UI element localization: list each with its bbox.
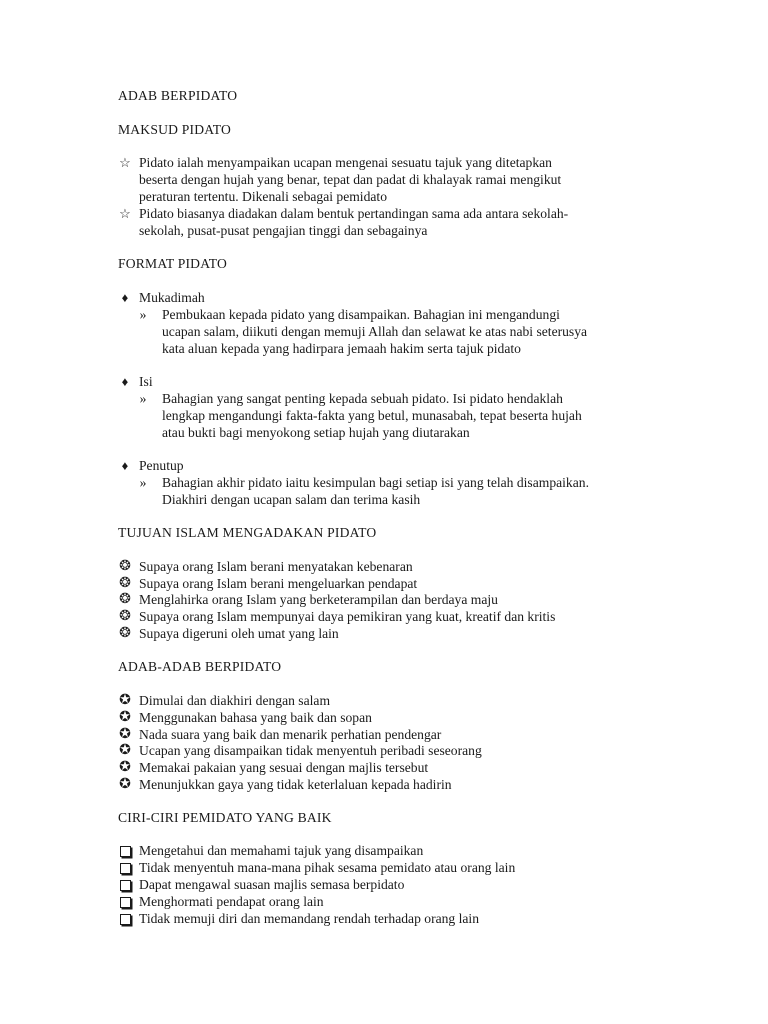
circled-star-icon: ✪ — [119, 743, 131, 758]
checkbox-square-icon — [116, 843, 134, 862]
tujuan-item: Supaya orang Islam berani menyatakan kebenaran — [139, 559, 413, 574]
arrow-bullet-icon: » — [139, 307, 147, 322]
adab-item: Dimulai dan diakhiri dengan salam — [139, 693, 331, 708]
format-desc-line: atau bukti bagi menyokong setiap hujah yang diutarakan — [162, 425, 470, 440]
adab-item: Ucapan yang disampaikan tidak menyentuh peribadi seseorang — [139, 743, 482, 758]
circled-star-icon: ✪ — [119, 710, 131, 725]
format-desc-line: Bahagian yang sangat penting kepada sebuah pidato. Isi pidato hendaklah — [162, 391, 563, 406]
diamond-icon: ♦ — [121, 458, 129, 473]
maksud-item-1-line-3: peraturan tertentu. Dikenali sebagai pemidato — [139, 189, 387, 204]
document-title: ADAB BERPIDATO — [118, 88, 238, 103]
circled-star-icon: ✪ — [119, 777, 131, 792]
format-desc-line: Bahagian akhir pidato iaitu kesimpulan bagi setiap isi yang telah disampaikan. — [162, 475, 589, 490]
circled-star-icon: ✪ — [119, 693, 131, 708]
tujuan-item: Menglahirka orang Islam yang berketerampilan dan berdaya maju — [139, 592, 498, 607]
arrow-bullet-icon: » — [139, 475, 147, 490]
arrow-bullet-icon: » — [139, 391, 147, 406]
section-heading-format: FORMAT PIDATO — [118, 256, 227, 271]
adab-item: Menunjukkan gaya yang tidak keterlaluan kepada hadirin — [139, 777, 452, 792]
format-desc-line: Pembukaan kepada pidato yang disampaikan. Bahagian ini mengandungi — [162, 307, 560, 322]
diamond-icon: ♦ — [121, 374, 129, 389]
checkbox-square-icon — [116, 894, 134, 913]
maksud-item-1-line-1: Pidato ialah menyampaikan ucapan mengenai sesuatu tajuk yang ditetapkan — [139, 155, 552, 170]
adab-item: Memakai pakaian yang sesuai dengan majlis tersebut — [139, 760, 429, 775]
ciri-item: Dapat mengawal suasan majlis semasa berpidato — [139, 877, 405, 892]
sun-icon: ❂ — [119, 559, 131, 574]
section-heading-ciri: CIRI-CIRI PEMIDATO YANG BAIK — [118, 810, 332, 825]
star-icon: ☆ — [119, 206, 131, 221]
maksud-item-2-line-2: sekolah, pusat-pusat pengajian tinggi dan sebagainya — [139, 223, 428, 238]
adab-item: Nada suara yang baik dan menarik perhatian pendengar — [139, 727, 442, 742]
sun-icon: ❂ — [119, 626, 131, 641]
circled-star-icon: ✪ — [119, 727, 131, 742]
ciri-item: Tidak menyentuh mana-mana pihak sesama pemidato atau orang lain — [139, 860, 516, 875]
circled-star-icon: ✪ — [119, 760, 131, 775]
sun-icon: ❂ — [119, 576, 131, 591]
section-heading-maksud: MAKSUD PIDATO — [118, 122, 232, 137]
checkbox-square-icon — [116, 911, 134, 930]
adab-item: Menggunakan bahasa yang baik dan sopan — [139, 710, 372, 725]
format-item-penutup: Penutup — [139, 458, 184, 473]
tujuan-item: Supaya digeruni oleh umat yang lain — [139, 626, 339, 641]
section-heading-adab: ADAB-ADAB BERPIDATO — [118, 659, 282, 674]
checkbox-square-icon — [116, 860, 134, 879]
tujuan-item: Supaya orang Islam berani mengeluarkan pendapat — [139, 576, 418, 591]
star-icon: ☆ — [119, 155, 131, 170]
sun-icon: ❂ — [119, 592, 131, 607]
maksud-item-1-line-2: beserta dengan hujah yang benar, tepat dan padat di khalayak ramai mengikut — [139, 172, 562, 187]
ciri-item: Tidak memuji diri dan memandang rendah terhadap orang lain — [139, 911, 480, 926]
format-desc-line: Diakhiri dengan ucapan salam dan terima kasih — [162, 492, 421, 507]
tujuan-item: Supaya orang Islam mempunyai daya pemikiran yang kuat, kreatif dan kritis — [139, 609, 556, 624]
ciri-item: Menghormati pendapat orang lain — [139, 894, 324, 909]
format-desc-line: kata aluan kepada yang hadirpara jemaah hakim serta tajuk pidato — [162, 341, 521, 356]
format-desc-line: ucapan salam, diikuti dengan memuji Allah dan selawat ke atas nabi seterusya — [162, 324, 588, 339]
section-heading-tujuan: TUJUAN ISLAM MENGADAKAN PIDATO — [118, 525, 377, 540]
format-item-mukadimah: Mukadimah — [139, 290, 205, 305]
diamond-icon: ♦ — [121, 290, 129, 305]
checkbox-square-icon — [116, 877, 134, 896]
format-item-isi: Isi — [139, 374, 153, 389]
ciri-item: Mengetahui dan memahami tajuk yang disampaikan — [139, 843, 424, 858]
format-desc-line: lengkap mengandungi fakta-fakta yang betul, munasabah, tepat beserta hujah — [162, 408, 582, 423]
maksud-item-2-line-1: Pidato biasanya diadakan dalam bentuk pertandingan sama ada antara sekolah- — [139, 206, 569, 221]
sun-icon: ❂ — [119, 609, 131, 624]
